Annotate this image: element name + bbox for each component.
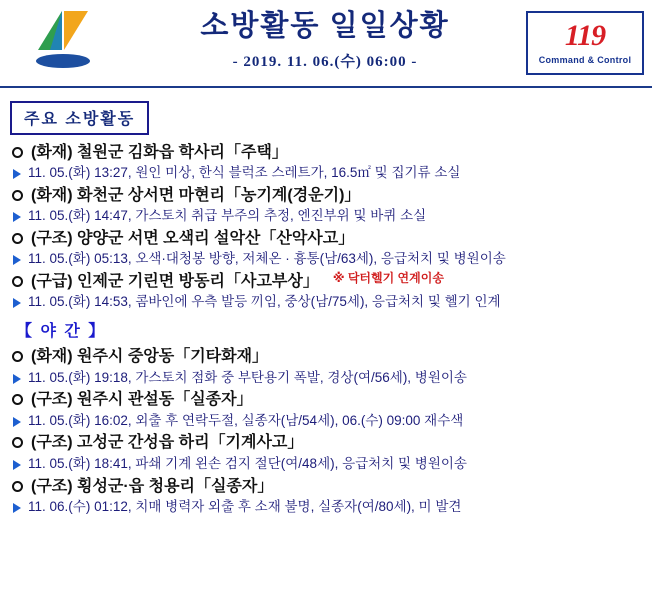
night-section-label: 【 야 간 】 — [16, 323, 107, 341]
triangle-bullet-icon — [13, 255, 21, 265]
ring-bullet-icon — [12, 437, 23, 448]
list-item — [10, 388, 646, 430]
ring-bullet-icon — [12, 276, 23, 287]
logo-ellipse — [36, 54, 90, 68]
agency-logo — [6, 4, 124, 82]
entry-list — [0, 141, 652, 517]
badge-number: 119 — [564, 19, 606, 52]
entry-title-row — [10, 388, 646, 411]
list-item — [10, 475, 646, 517]
page-title: 소방활동 일일상황 — [200, 10, 450, 43]
triangle-bullet-icon — [13, 460, 21, 470]
entry-title-row — [10, 475, 646, 498]
list-item — [10, 270, 646, 312]
entry-detail: 11. 05.(화) 14:47, 가스토치 취급 부주의 추정, 엔진부위 및 바퀴 소실 — [28, 208, 427, 224]
entry-detail-row — [12, 455, 646, 474]
ring-bullet-icon — [12, 190, 23, 201]
entry-detail-row — [12, 250, 646, 269]
triangle-bullet-icon — [13, 298, 21, 308]
entry-title: (구조) 원주시 관설동「실종자」 — [31, 391, 253, 409]
sail-logo-icon — [32, 10, 94, 54]
ring-bullet-icon — [12, 351, 23, 362]
list-item — [10, 141, 646, 183]
entry-detail-row — [12, 293, 646, 312]
entry-detail: 11. 05.(화) 18:41, 파쇄 기계 왼손 검지 절단(여/48세), 응급처치 및 병원이송 — [28, 455, 467, 471]
triangle-bullet-icon — [13, 503, 21, 513]
section-label: 주요 소방활동 — [10, 101, 149, 135]
triangle-bullet-icon — [13, 212, 21, 222]
ring-bullet-icon — [12, 481, 23, 492]
command-control-badge — [526, 11, 644, 75]
entry-title-row — [10, 141, 646, 164]
entry-detail-row — [12, 498, 646, 517]
entry-detail-row — [12, 207, 646, 226]
list-item — [10, 431, 646, 473]
list-item — [10, 345, 646, 387]
triangle-bullet-icon — [13, 169, 21, 179]
entry-title: (구급) 인제군 기린면 방동리「사고부상」 — [31, 273, 319, 291]
entry-title: (화재) 원주시 중앙동「기타화재」 — [31, 348, 269, 366]
entry-detail: 11. 05.(화) 13:27, 원인 미상, 한식 블럭조 스레트가, 16.5㎡ 및 집기류 소실 — [28, 165, 461, 181]
list-item — [10, 184, 646, 226]
ring-bullet-icon — [12, 394, 23, 405]
entry-detail: 11. 05.(화) 05:13, 오색·대청봉 방향, 저체온 · 흉통(남/63세), 응급처치 및 병원이송 — [28, 251, 506, 267]
entry-title: (구조) 양양군 서면 오색리 설악산「산악사고」 — [31, 230, 355, 248]
section-label-wrap — [10, 101, 652, 135]
entry-detail: 11. 05.(화) 19:18, 가스토치 점화 중 부탄용기 폭발, 경상(여/56세), 병원이송 — [28, 369, 467, 385]
entry-title-row — [10, 184, 646, 207]
entry-title: (구조) 횡성군·읍 청용리「실종자」 — [31, 477, 274, 495]
page-header — [0, 0, 652, 88]
ring-bullet-icon — [12, 233, 23, 244]
entry-title: (화재) 화천군 상서면 마현리「농기계(경운기)」 — [31, 187, 361, 205]
entry-detail: 11. 06.(수) 01:12, 치매 병력자 외출 후 소재 불명, 실종자(여/80세), 미 발견 — [28, 498, 462, 514]
report-datetime: - 2019. 11. 06.(수) 06:00 - — [232, 53, 418, 70]
list-item — [10, 227, 646, 269]
entry-note: ※ 닥터헬기 연계이송 — [332, 271, 444, 286]
entry-detail: 11. 05.(화) 16:02, 외출 후 연락두절, 실종자(남/54세), 06.(수) 09:00 재수색 — [28, 412, 464, 428]
entry-detail-row — [12, 164, 646, 183]
triangle-bullet-icon — [13, 417, 21, 427]
entry-detail-row — [12, 412, 646, 431]
entry-title-row — [10, 345, 646, 368]
entry-title-row — [10, 270, 646, 293]
entry-detail-row — [12, 369, 646, 388]
ring-bullet-icon — [12, 147, 23, 158]
badge-caption: Command & Control — [538, 55, 632, 65]
entry-title-row — [10, 227, 646, 250]
entry-title: (구조) 고성군 간성읍 하리「기계사고」 — [31, 434, 304, 452]
entry-detail: 11. 05.(화) 14:53, 콤바인에 우측 발등 끼임, 중상(남/75세), 응급처치 및 헬기 인계 — [28, 294, 501, 310]
entry-title: (화재) 철원군 김화읍 학사리「주택」 — [31, 144, 288, 161]
triangle-bullet-icon — [13, 374, 21, 384]
entry-title-row — [10, 431, 646, 454]
title-block — [124, 11, 526, 75]
